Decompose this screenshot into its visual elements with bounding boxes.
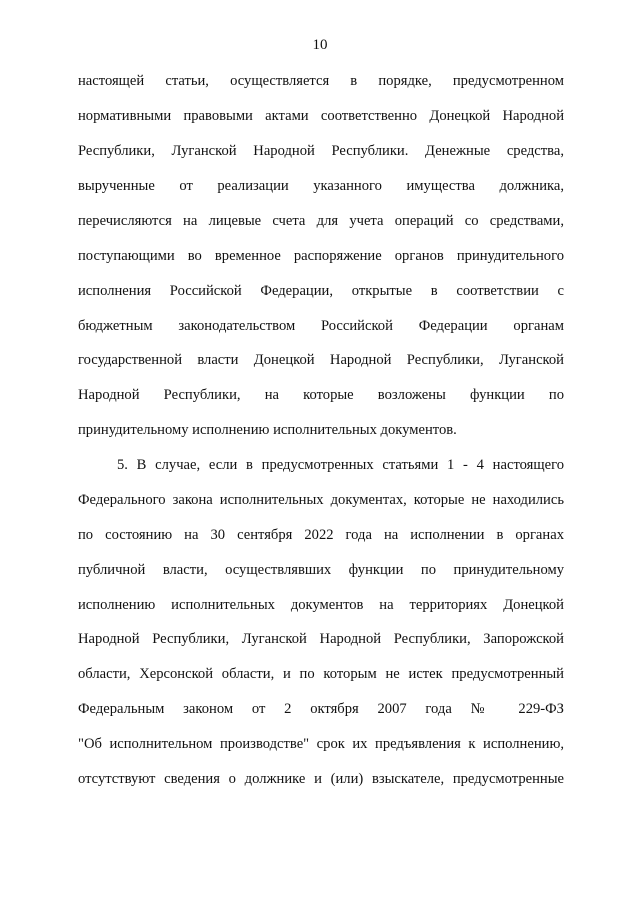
text-line: отсутствуют сведения о должнике и (или) взыскателе, предусмотренные xyxy=(78,771,564,787)
text-line: Федеральным законом от 2 октября 2007 года № 229-ФЗ xyxy=(78,701,564,717)
text-line: исполнения Российской Федерации, открытые в соответствии с xyxy=(78,283,564,299)
text-line: поступающими во временное распоряжение органов принудительного xyxy=(78,248,564,264)
text-line: нормативными правовыми актами соответственно Донецкой Народной xyxy=(78,108,564,124)
page-number: 10 xyxy=(312,37,328,53)
text-line: публичной власти, осуществлявших функции по принудительному xyxy=(78,562,564,578)
text-line: настоящей статьи, осуществляется в порядке, предусмотренном xyxy=(78,73,564,89)
text-line: бюджетным законодательством Российской Федерации органам xyxy=(78,318,564,334)
text-line: по состоянию на 30 сентября 2022 года на исполнении в органах xyxy=(78,527,564,543)
text-line: государственной власти Донецкой Народной Республики, Луганской xyxy=(78,352,564,368)
paragraph-start-line: 5. В случае, если в предусмотренных статьями 1 - 4 настоящего xyxy=(117,457,564,473)
text-line: Федерального закона исполнительных документах, которые не находились xyxy=(78,492,564,508)
text-line: Народной Республики, Луганской Народной Республики, Запорожской xyxy=(78,631,564,647)
text-line: области, Херсонской области, и по которым не истек предусмотренный xyxy=(78,666,564,682)
text-line: вырученные от реализации указанного имущества должника, xyxy=(78,178,564,194)
text-line: исполнению исполнительных документов на территориях Донецкой xyxy=(78,597,564,613)
text-line: Народной Республики, на которые возложены функции по xyxy=(78,387,564,403)
text-line: "Об исполнительном производстве" срок их предъявления к исполнению, xyxy=(78,736,564,752)
paragraph-end-line: принудительному исполнению исполнительных документов. xyxy=(78,422,457,438)
text-line: перечисляются на лицевые счета для учета операций со средствами, xyxy=(78,213,564,229)
text-line: Республики, Луганской Народной Республики. Денежные средства, xyxy=(78,143,564,159)
